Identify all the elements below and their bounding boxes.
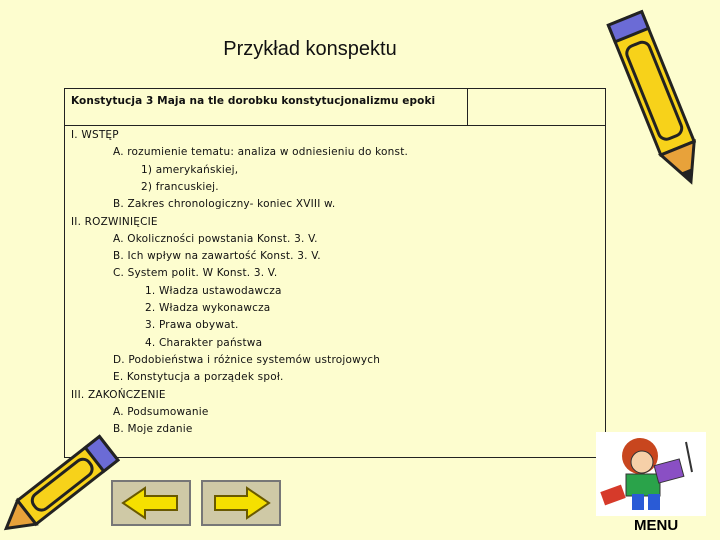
prev-button[interactable] (111, 480, 191, 526)
outline-line: B. Moje zdanie (113, 423, 193, 436)
arrow-right-icon (203, 482, 279, 524)
pencil-icon (598, 0, 720, 200)
outline-line: B. Zakres chronologiczny- koniec XVIII w. (113, 198, 336, 211)
student-illustration-icon (596, 432, 706, 516)
outline-line: 1. Władza ustawodawcza (145, 284, 282, 297)
outline-line: 3. Prawa obywat. (145, 319, 239, 332)
table-header-cell (65, 89, 468, 125)
outline-table (64, 88, 606, 458)
outline-line: D. Podobieństwa i różnice systemów ustrojowych (113, 353, 381, 366)
outline-line: 1) amerykańskiej, (141, 163, 239, 176)
outline-line: II. ROZWINIĘCIE (71, 215, 158, 228)
arrow-left-icon (113, 482, 189, 524)
table-header-text: Konstytucja 3 Maja na tle dorobku konstytucjonalizmu epoki (71, 95, 436, 107)
outline-line: A. Okoliczności powstania Konst. 3. V. (113, 232, 318, 245)
outline-line: III. ZAKOŃCZENIE (71, 388, 166, 401)
outline-line: A. Podsumowanie (113, 405, 209, 418)
outline-line: B. Ich wpływ na zawartość Konst. 3. V. (113, 250, 321, 263)
menu-button[interactable]: MENU (634, 517, 679, 534)
outline-line: I. WSTĘP (71, 129, 119, 141)
page-title: Przykład konspektu (223, 38, 397, 60)
outline-line: A. rozumienie tematu: analiza w odniesieniu do konst. (113, 146, 409, 159)
next-button[interactable] (201, 480, 281, 526)
outline-line: 2. Władza wykonawcza (145, 302, 271, 314)
table-header-row (65, 89, 605, 126)
outline-line: 4. Charakter państwa (145, 336, 263, 349)
outline-line: 2) francuskiej. (141, 180, 219, 193)
outline-line: E. Konstytucja a porządek społ. (113, 371, 284, 384)
outline-line: C. System polit. W Konst. 3. V. (113, 267, 278, 280)
table-empty-cell (467, 89, 605, 125)
